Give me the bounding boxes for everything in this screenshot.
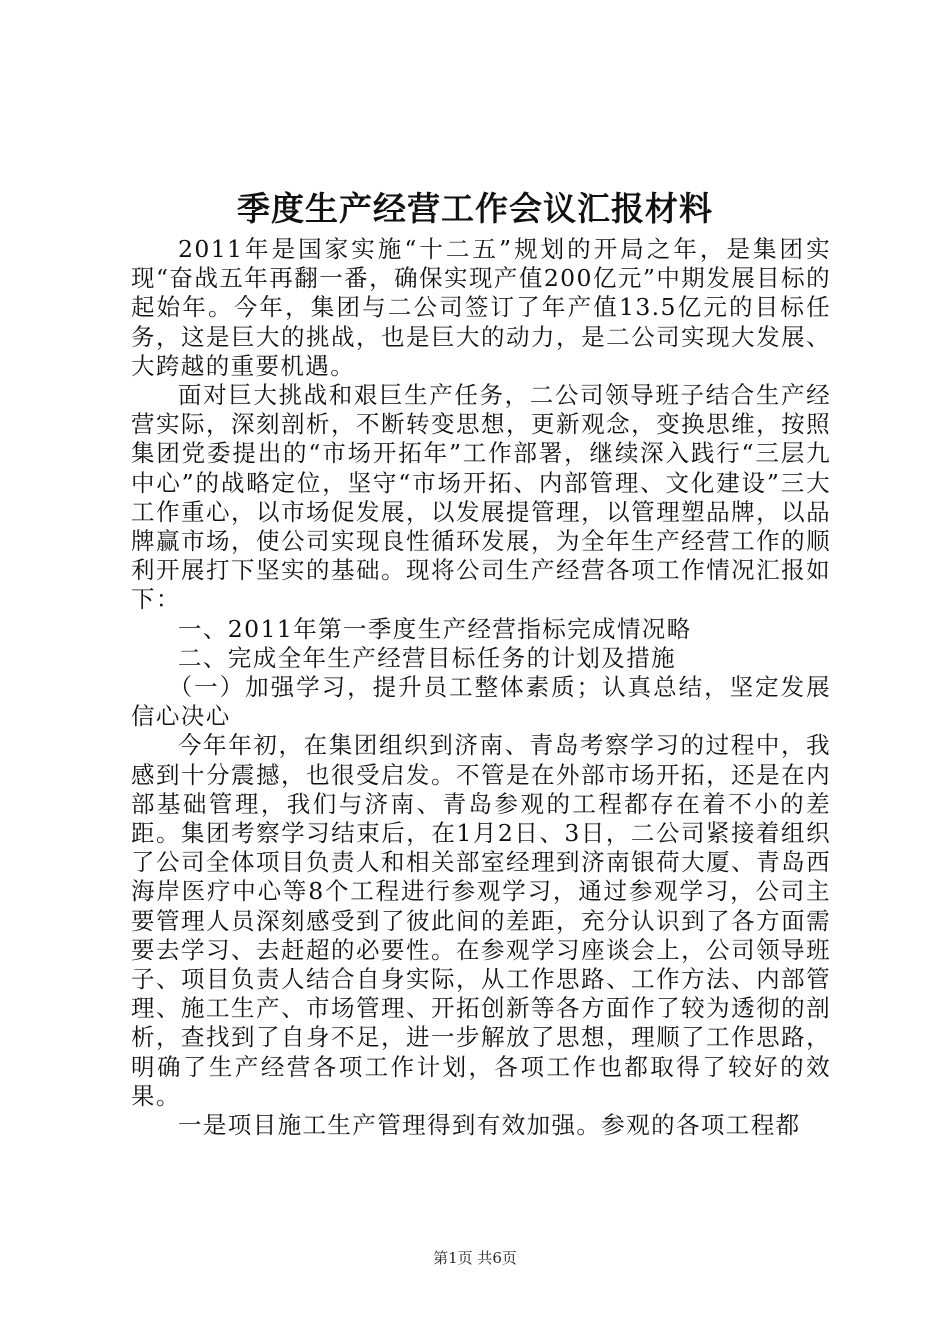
document-body bbox=[131, 235, 831, 1140]
paragraph-point-one: 一是项目施工生产管理得到有效加强。参观的各项工程都 bbox=[178, 1111, 801, 1140]
subsection-heading-1: （一）加强学习，提升员工整体素质；认真总结，坚定发展信心决心 bbox=[131, 673, 831, 731]
paragraph-challenge: 面对巨大挑战和艰巨生产任务，二公司领导班子结合生产经营实际，深刻剖析，不断转变思想，更新观念，变换思维，按照集团党委提出的“市场开拓年”工作部署，继续深入践行“三层九中心”的战略定位，坚守“市场开拓、内部管理、文化建设”三大工作重心，以市场促发展，以发展提管理，以管理塑品牌，以品牌赢市场，使公司实现良性循环发展，为全年生产经营工作的顺利开展打下坚实的基础。现将公司生产经营各项工作情况汇报如下： bbox=[131, 381, 831, 614]
document-title: 季度生产经营工作会议汇报材料 bbox=[237, 189, 713, 228]
paragraph-study-trip: 今年年初，在集团组织到济南、青岛考察学习的过程中，我感到十分震撼，也很受启发。不管是在外部市场开拓，还是在内部基础管理，我们与济南、青岛参观的工程都存在着不小的差距。集团考察学习结束后，在1月2日、3日，二公司紧接着组织了公司全体项目负责人和相关部室经理到济南银荷大厦、青岛西海岸医疗中心等8个工程进行参观学习，通过参观学习，公司主要管理人员深刻感受到了彼此间的差距，充分认识到了各方面需要去学习、去赶超的必要性。在参观学习座谈会上，公司领导班子、项目负责人结合自身实际，从工作思路、工作方法、内部管理、施工生产、市场管理、开拓创新等各方面作了较为透彻的剖析，查找到了自身不足，进一步解放了思想，理顺了工作思路，明确了生产经营各项工作计划，各项工作也都取得了较好的效果。 bbox=[131, 731, 831, 1110]
section-heading-2: 二、完成全年生产经营目标任务的计划及措施 bbox=[178, 643, 676, 672]
page-number-footer: 第1页 共6页 bbox=[433, 1249, 517, 1267]
section-heading-1: 一、2011年第一季度生产经营指标完成情况略 bbox=[178, 614, 692, 643]
paragraph-intro: 2011年是国家实施“十二五”规划的开局之年，是集团实现“奋战五年再翻一番，确保实现产值200亿元”中期发展目标的起始年。今年，集团与二公司签订了年产值13.5亿元的目标任务，这是巨大的挑战，也是巨大的动力，是二公司实现大发展、大跨越的重要机遇。 bbox=[131, 235, 831, 380]
